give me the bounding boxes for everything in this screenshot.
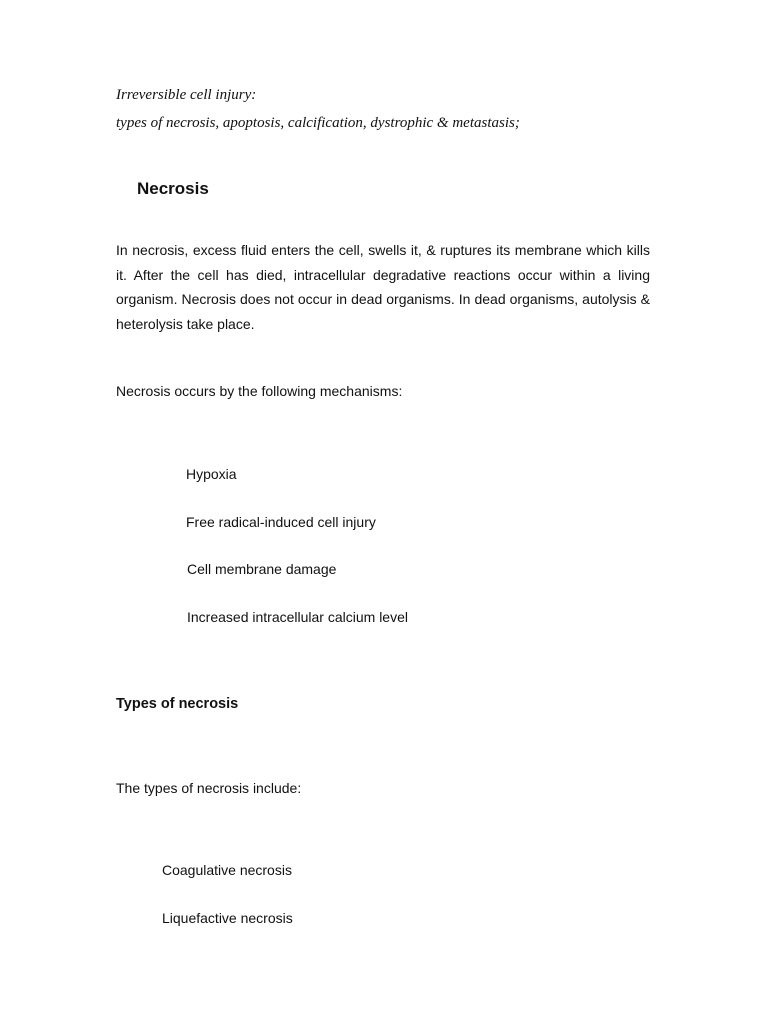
necrosis-paragraph: In necrosis, excess fluid enters the cell, swells it, & ruptures its membrane which kills it. After the cell has died, intracellular degradative reactions occur within a living organism. Necrosis does not occur in dead organisms. In dead organisms, autolysis & heterolysis take place.	[116, 242, 650, 332]
document-intro-title: Irreversible cell injury:	[116, 87, 257, 103]
necrosis-type-item: Coagulative necrosis	[162, 862, 292, 878]
section-heading-types-of-necrosis: Types of necrosis	[116, 696, 239, 712]
mechanism-item: Hypoxia	[186, 466, 237, 482]
mechanism-item: Cell membrane damage	[187, 561, 337, 577]
document-intro-subtitle: types of necrosis, apoptosis, calcification, dystrophic & metastasis;	[116, 115, 520, 131]
section-heading-necrosis: Necrosis	[137, 179, 209, 198]
mechanism-item: Free radical-induced cell injury	[186, 514, 376, 530]
necrosis-type-item: Liquefactive necrosis	[162, 910, 293, 926]
mechanisms-intro: Necrosis occurs by the following mechanisms:	[116, 383, 403, 399]
mechanism-item: Increased intracellular calcium level	[187, 609, 408, 625]
types-intro: The types of necrosis include:	[116, 780, 302, 796]
